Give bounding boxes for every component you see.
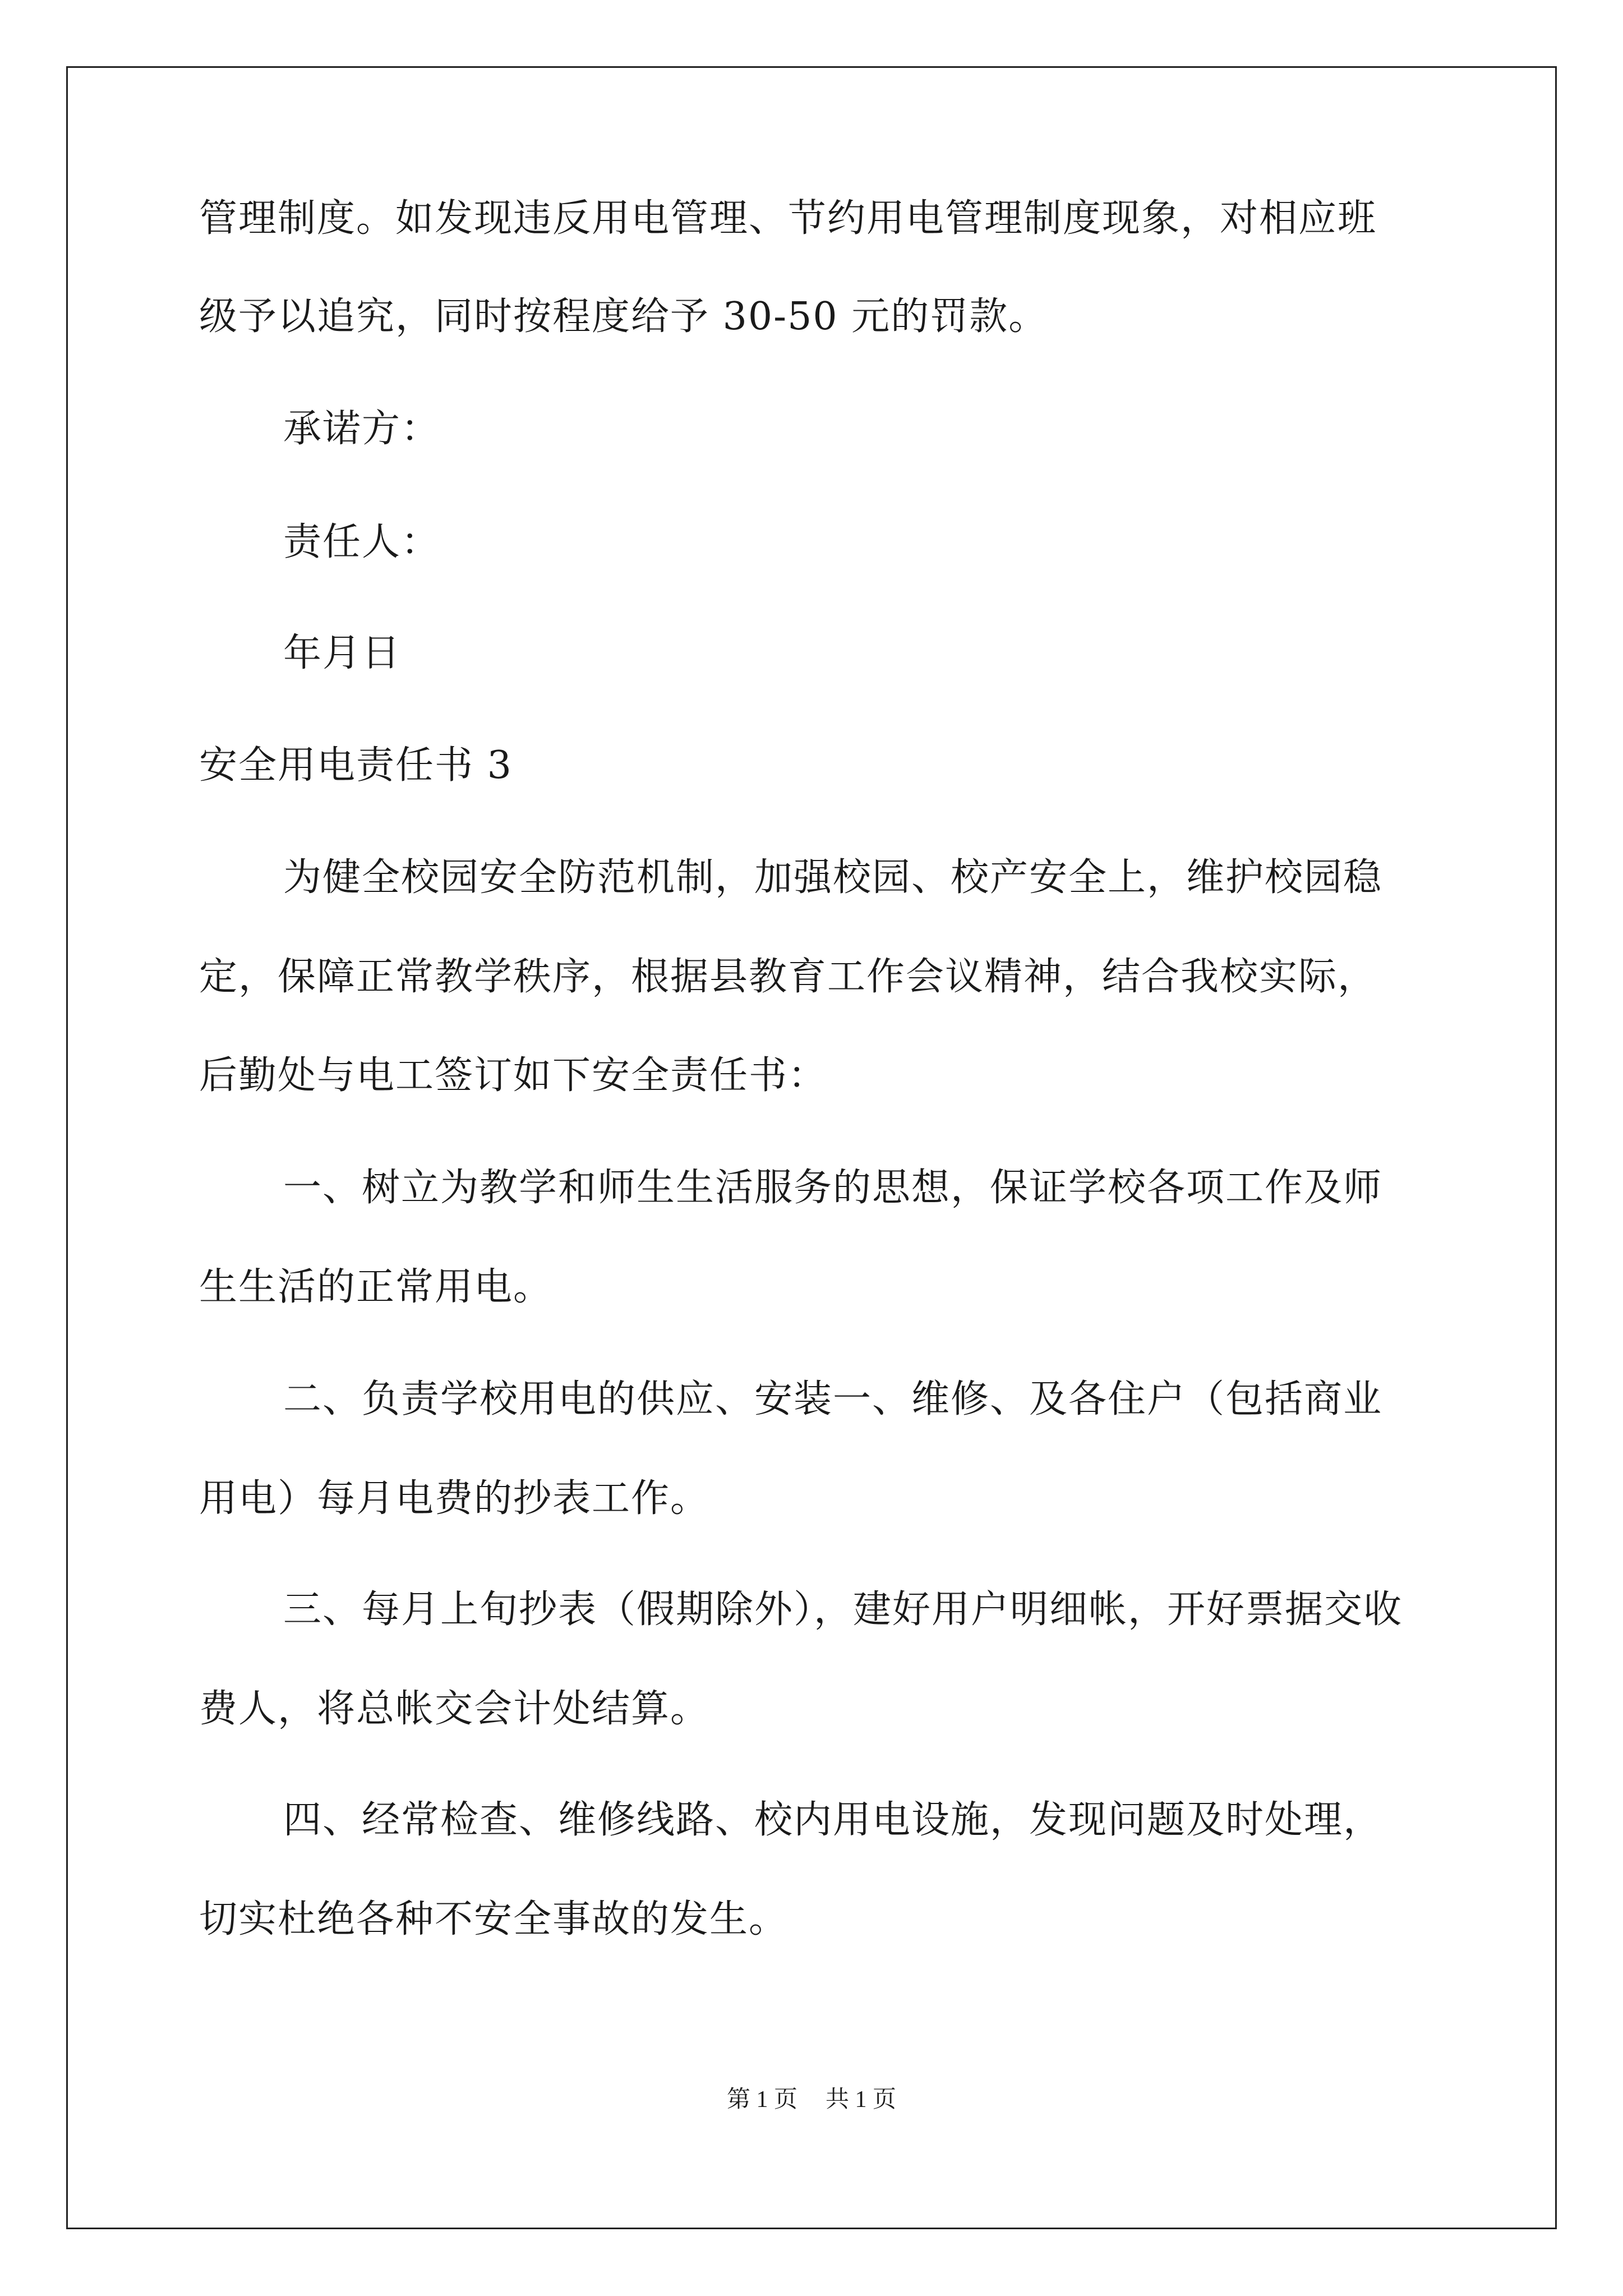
page-number-current: 第 1 页 — [726, 2087, 797, 2113]
paragraph-line: 切实杜绝各种不安全事故的发生。 — [199, 1897, 789, 1941]
paragraph-line: 生生活的正常用电。 — [199, 1265, 553, 1309]
responsible-person-label: 责任人： — [283, 520, 441, 564]
page-footer — [0, 2084, 1623, 2115]
paragraph-line: 级予以追究，同时按程度给予 30-50 元的罚款。 — [199, 295, 1048, 339]
signatory-label: 承诺方： — [283, 407, 441, 451]
paragraph-line: 三、每月上旬抄表（假期除外），建好用户明细帐，开好票据交收 — [283, 1588, 1403, 1632]
paragraph-line: 一、树立为教学和师生生活服务的思想，保证学校各项工作及师 — [283, 1166, 1383, 1210]
date-label: 年月日 — [283, 631, 402, 675]
paragraph-line: 二、负责学校用电的供应、安装一、维修、及各住户（包括商业 — [283, 1377, 1383, 1421]
paragraph-line: 费人，将总帐交会计处结算。 — [199, 1687, 710, 1731]
section-heading: 安全用电责任书 3 — [199, 743, 513, 788]
page-number-total: 共 1 页 — [826, 2087, 897, 2113]
paragraph-line: 定，保障正常教学秩序，根据县教育工作会议精神，结合我校实际， — [199, 955, 1377, 999]
paragraph-line: 用电）每月电费的抄表工作。 — [199, 1476, 710, 1521]
paragraph-line: 为健全校园安全防范机制，加强校园、校产安全上，维护校园稳 — [283, 855, 1383, 900]
paragraph-line: 管理制度。如发现违反用电管理、节约用电管理制度现象，对相应班 — [199, 196, 1377, 241]
paragraph-line: 后勤处与电工签订如下安全责任书： — [199, 1053, 828, 1098]
paragraph-line: 四、经常检查、维修线路、校内用电设施，发现问题及时处理， — [283, 1798, 1383, 1842]
